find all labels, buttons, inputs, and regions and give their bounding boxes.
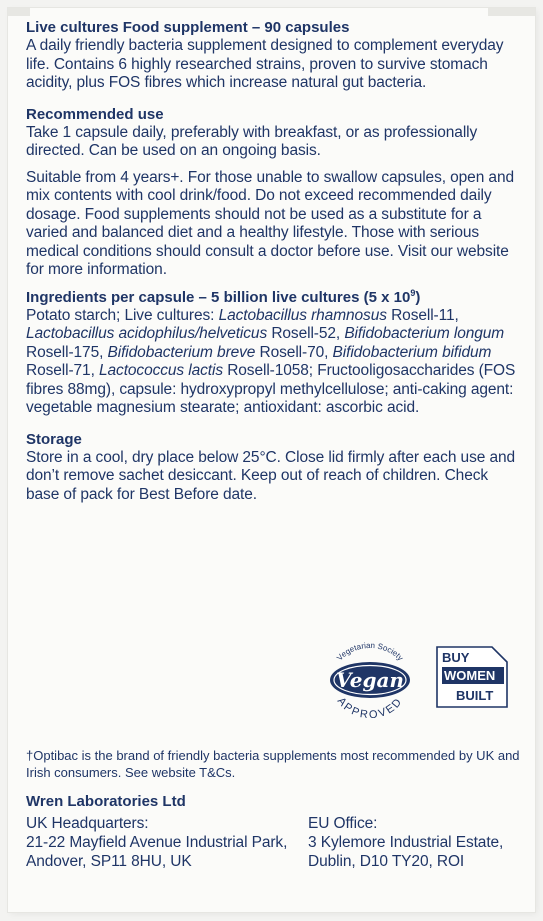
recommended-use-heading: Recommended use: [26, 105, 164, 123]
ingredients-segment: Rosell-11,: [386, 306, 459, 324]
eu-address-line-1: 3 Kylemore Industrial Estate,: [308, 834, 504, 851]
vegan-logo-top-text: Vegetarian Society: [335, 640, 405, 663]
uk-address-line-1: 21-22 Mayfield Avenue Industrial Park,: [26, 834, 288, 851]
ingredients-segment: Rosell-70,: [255, 343, 333, 361]
vegan-logo-word: Vegan: [336, 668, 404, 692]
pack-edge-left: [8, 8, 30, 16]
recommended-use-text: Take 1 capsule daily, preferably with breakfast, or as professionally directed. Can be used on an ongoing basis.: [26, 123, 478, 159]
strain-name: Bifidobacterium breve: [107, 343, 256, 361]
bwb-word-1: BUY: [442, 650, 470, 665]
svg-text:APPROVED: [335, 695, 406, 720]
bwb-word-2: WOMEN: [444, 668, 496, 683]
storage-text: Store in a cool, dry place below 25°C. Close lid firmly after each use and don’t remove sachet desiccant. Keep out of reach of children. Check base of pack for Best Before date.: [26, 448, 516, 503]
strain-name: Lactococcus lactis: [99, 362, 223, 379]
ingredients-segment: Rosell-1058; Fructooligosaccharides (FOS fibres 88mg), capsule: hydroxypropyl methylcellulose; anti-caking agent: vegetable magnesium stearate; antioxidant: ascorbic acid.: [26, 362, 516, 416]
vegan-logo-bottom-text: APPROVED: [334, 695, 406, 720]
label-content: [26, 18, 520, 504]
address-columns: [26, 814, 520, 871]
ingredients-text: [26, 307, 520, 418]
ingredients-heading-close: ): [415, 288, 421, 306]
uk-address-line-2: Andover, SP11 8HU, UK: [26, 853, 192, 870]
storage-heading: Storage: [26, 430, 82, 448]
strain-name: Lactobacillus rhamnosus: [218, 306, 387, 324]
footnote: †Optibac is the brand of friendly bacteria supplements most recommended by UK and Irish consumers. See website T&Cs.: [26, 748, 520, 780]
strain-name: Bifidobacterium bifidum: [332, 343, 492, 361]
eu-address-line-2: Dublin, D10 TY20, ROI: [308, 853, 465, 870]
certification-logos: [318, 640, 518, 720]
ingredients-segment: Potato starch; Live cultures:: [26, 306, 219, 324]
strain-name: Bifidobacterium longum: [344, 325, 505, 342]
vegan-approved-logo: [318, 640, 422, 720]
ingredients-heading-exponent: 9: [410, 287, 416, 298]
footer: [26, 747, 520, 871]
ingredients-heading-text: Ingredients per capsule – 5 billion live cultures (5 x 10: [26, 288, 411, 306]
buy-women-built-logo: [436, 646, 508, 708]
bwb-word-3: BUILT: [456, 688, 494, 703]
ingredients-segment: Rosell-175,: [26, 343, 108, 361]
product-title: Live cultures Food supplement – 90 capsules: [26, 19, 350, 36]
company-name: Wren Laboratories Ltd: [26, 793, 186, 810]
ingredients-segment: Rosell-52,: [267, 325, 345, 342]
strain-name: Lactobacillus acidophilus/helveticus: [26, 325, 268, 342]
suitability-text: Suitable from 4 years+. For those unable to swallow capsules, open and mix contents with cool drink/food. Do not exceed recommended daily dosage. Food supplements should not be used as a substitute for a varied and balanced diet and a healthy lifestyle. Those with serious medical conditions should consult a doctor before use. Visit our website for more information.: [26, 168, 514, 278]
uk-address: [26, 814, 308, 871]
eu-address-title: EU Office:: [308, 815, 378, 832]
ingredients-heading: [26, 288, 520, 307]
svg-text:Vegetarian Society: [335, 641, 405, 663]
product-description: A daily friendly bacteria supplement designed to complement everyday life. Contains 6 highly researched strains, proven to survive stomach acidity, plus FOS fibres which increase natural gut bacteria.: [26, 37, 504, 91]
eu-address: [308, 814, 520, 871]
uk-address-title: UK Headquarters:: [26, 815, 149, 832]
ingredients-segment: Rosell-71,: [26, 362, 99, 379]
pack-edge-right: [488, 8, 535, 16]
